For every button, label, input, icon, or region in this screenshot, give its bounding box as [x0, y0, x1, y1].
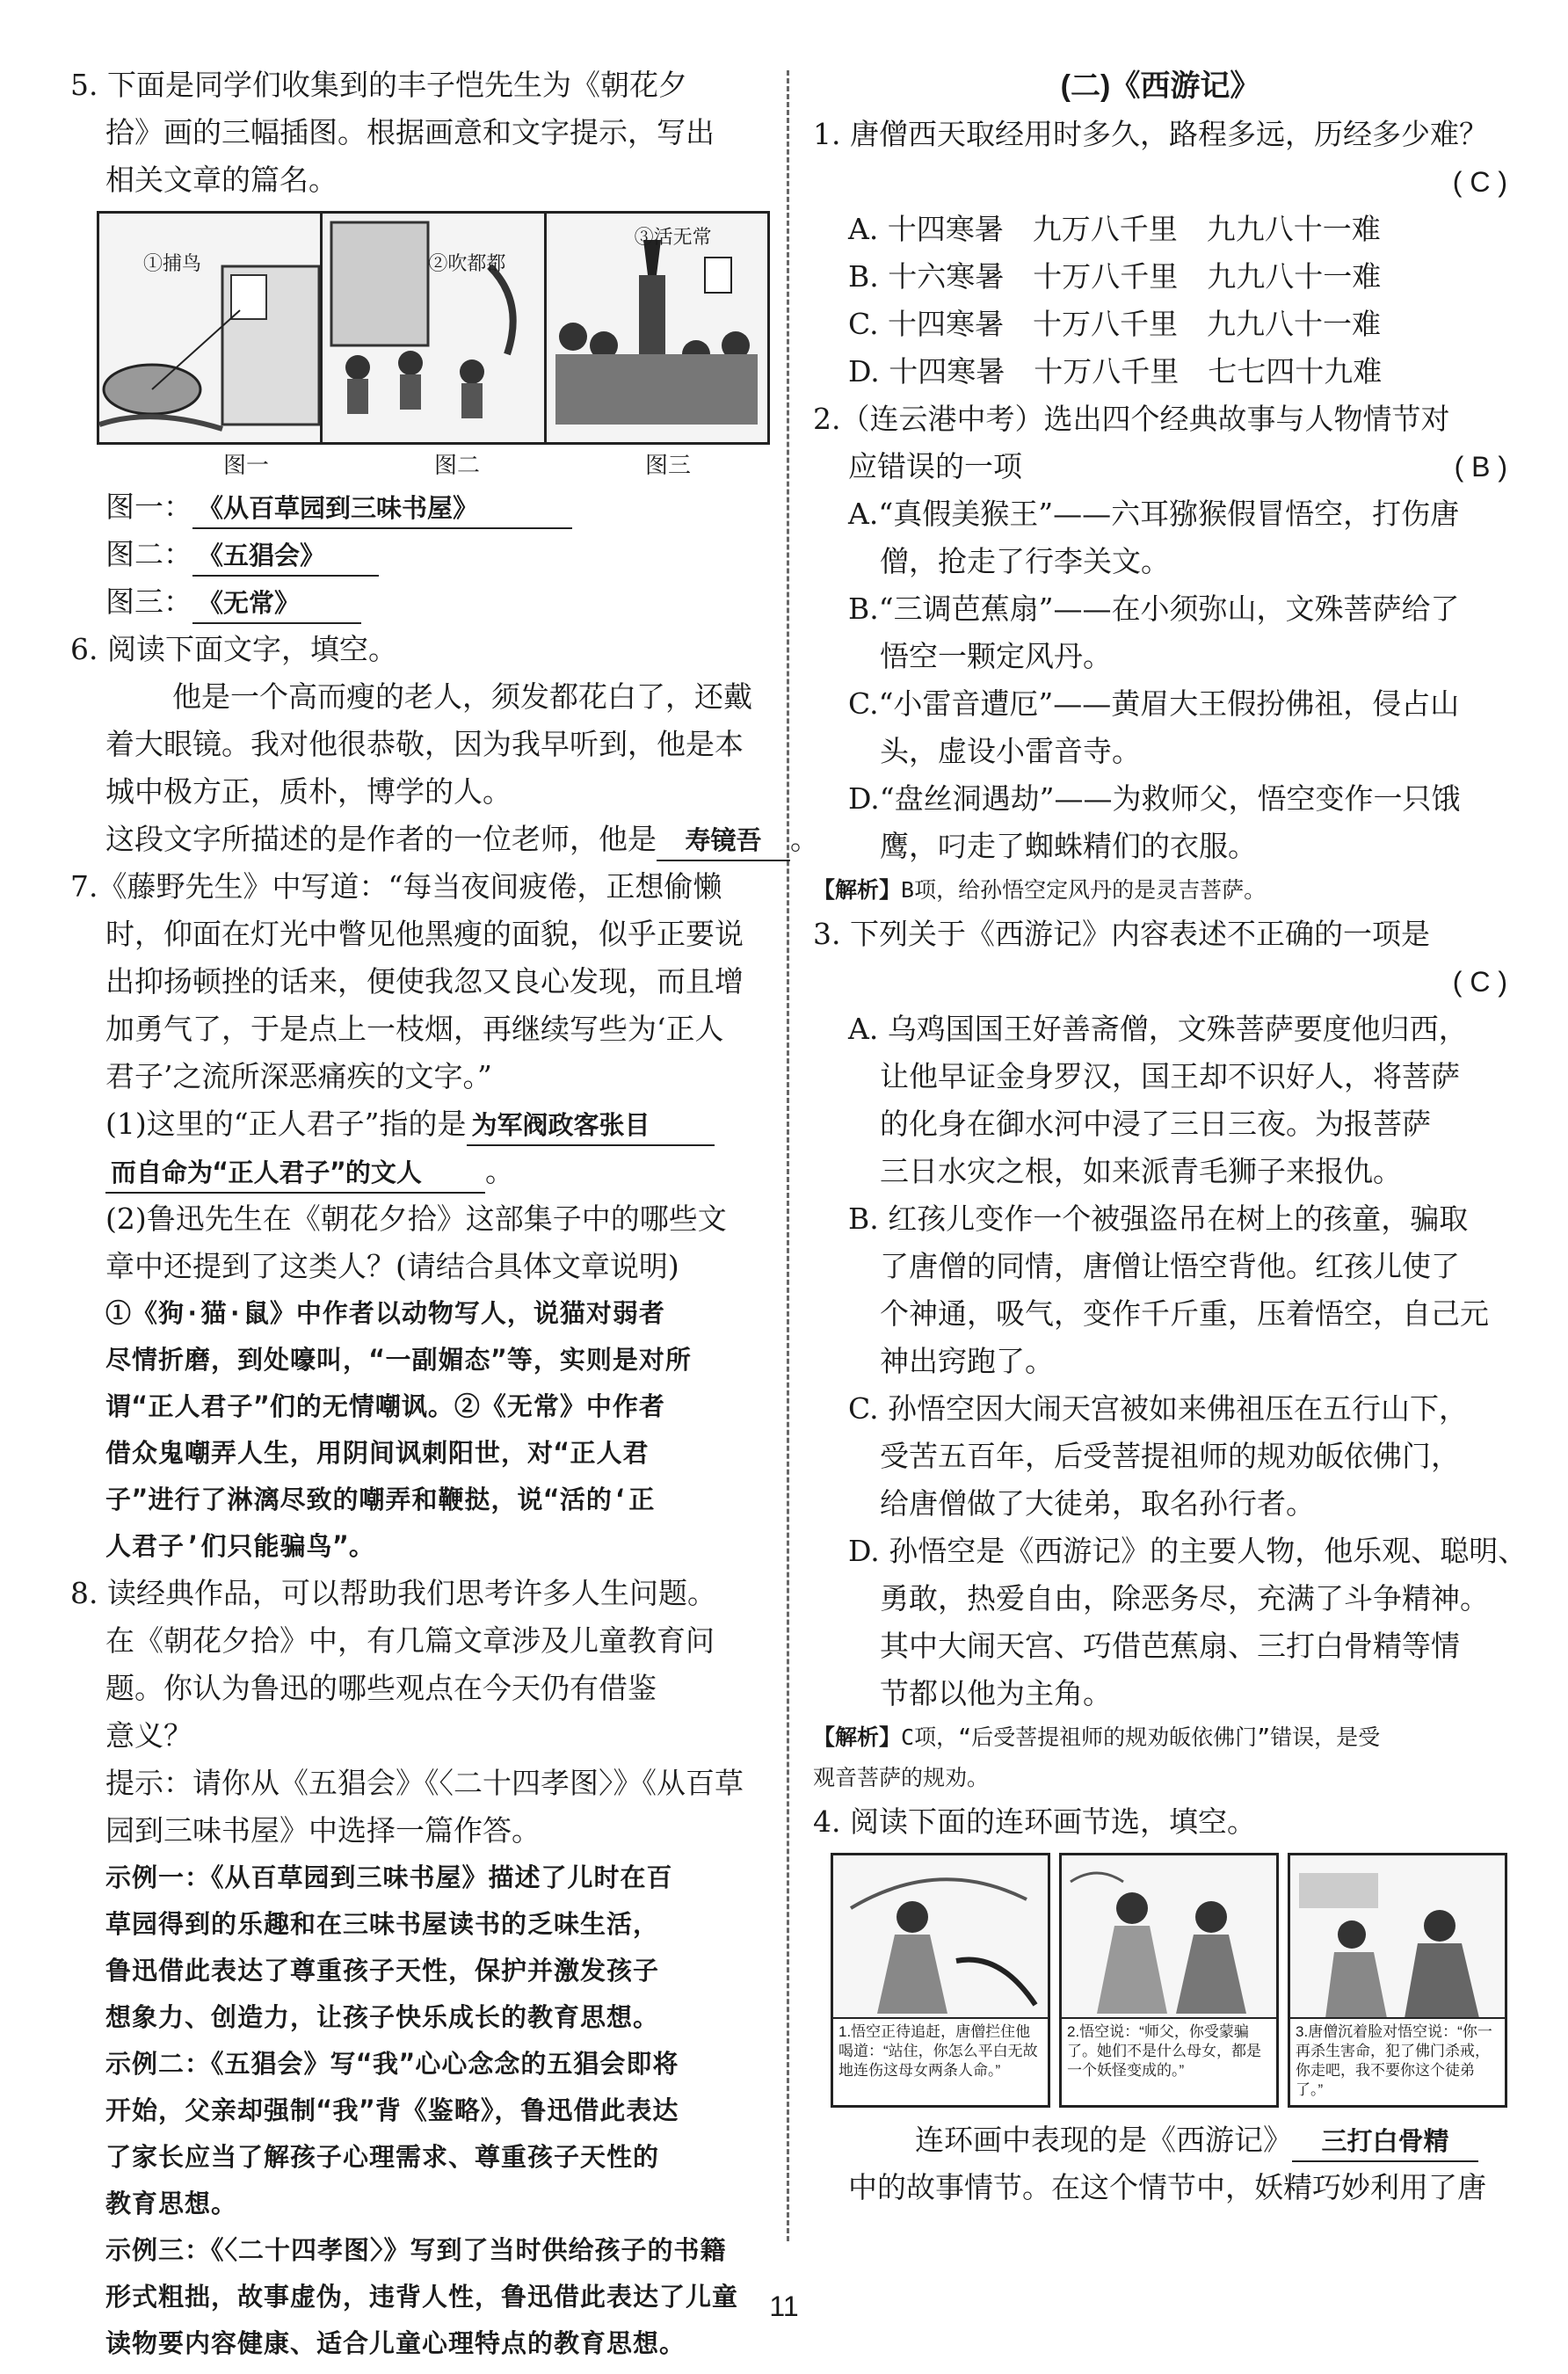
q7-sub2: 章中还提到了这类人？(请结合具体文章说明) [105, 1249, 679, 1283]
panel-label: ②吹都都 [428, 253, 506, 275]
q5-line: 5. 下面是同学们收集到的丰子恺先生为《朝花夕 [70, 68, 687, 102]
q7-sub1-fill: 而自命为“正人君子”的文人 [105, 1153, 485, 1194]
question-6 [70, 626, 819, 863]
question-8 [70, 1570, 765, 2367]
option-cont: 神出窍跑了。 [880, 1344, 1054, 1378]
option: B. 十六寒暑 十万八千里 九九八十一难 [848, 259, 1382, 294]
q3-answer-row [813, 958, 1507, 1006]
q6-quote: 着大眼镜。我对他很恭敬，因为我早听到，他是本 [105, 727, 744, 761]
comic-caption: 1.悟空正待追赶，唐僧拦住他喝道：“站住，你怎么平白无故地连伤这母女两条人命。” [833, 2017, 1048, 2105]
question-4 [813, 1798, 1507, 2211]
q8-line: 意义？ [105, 1718, 192, 1753]
comic-strip [831, 1853, 1507, 2108]
q8-line: 园到三味书屋》中选择一篇作答。 [105, 1813, 541, 1848]
question-7 [70, 863, 765, 1570]
q6-head: 6. 阅读下面文字，填空。 [70, 632, 397, 666]
q7-sub1-fill: 为军阀政客张目 [467, 1106, 715, 1146]
q4-line: 中的故事情节。在这个情节中，妖精巧妙利用了唐 [848, 2170, 1486, 2204]
q7-answer: ①《狗·猫·鼠》中作者以动物写人，说猫对弱者 [105, 1298, 665, 1328]
figure-caption: 图三 [644, 453, 691, 479]
mc-question-1 [813, 111, 1507, 396]
option: A. 十四寒暑 九万八千里 九九八十一难 [848, 212, 1381, 246]
q7-answer: 谓“正人君子”们的无情嘲讽。②《无常》中作者 [105, 1391, 665, 1421]
option-cont: 三日水灾之根，如来派青毛狮子来报仇。 [880, 1154, 1402, 1188]
q4-fill-prefix: 连环画中表现的是《西游记》 [915, 2123, 1292, 2157]
q2-stem: 应错误的一项 [848, 449, 1022, 483]
comic-drawing-3 [1290, 1855, 1501, 2022]
column-divider [787, 70, 789, 2241]
option: C. 孙悟空因大闹天宫被如来佛祖压在五行山下， [848, 1391, 1469, 1426]
bird-trap-drawing [99, 214, 321, 437]
answer-label: 图二： [105, 537, 192, 571]
option: A.“真假美猴王”——六耳猕猴假冒悟空，打伤唐 [848, 497, 1460, 531]
comic-panel-1 [831, 1853, 1050, 2108]
option-cont: 的化身在御水河中浸了三日三夜。为报菩萨 [880, 1107, 1431, 1141]
option: D. 十四寒暑 十万八千里 七七四十九难 [848, 354, 1383, 388]
comic-drawing-2 [1062, 1855, 1273, 2022]
answer-row [70, 483, 765, 531]
q8-line: 8. 读经典作品，可以帮助我们思考许多人生问题。 [70, 1576, 716, 1610]
q8-answer: 想象力、创造力，让孩子快乐成长的教育思想。 [105, 2002, 660, 2032]
q7-answer: 人君子’们只能骗鸟”。 [105, 1531, 375, 1561]
panel-label: ①捕鸟 [143, 253, 202, 275]
q7-answer: 尽情折磨，到处嚎叫，“一副媚态”等，实则是对所 [105, 1345, 692, 1375]
option: B. 红孩儿变作一个被强盗吊在树上的孩童，骗取 [848, 1202, 1469, 1236]
q8-line: 题。你认为鲁迅的哪些观点在今天仍有借鉴 [105, 1671, 657, 1705]
answer-label: 图一： [105, 490, 192, 524]
right-column [813, 62, 1528, 2211]
option-cont: 鹰，叼走了蜘蛛精们的衣服。 [880, 829, 1257, 863]
q6-fill-row [70, 816, 819, 863]
illustration-2 [323, 214, 546, 442]
q7-line: 君子’之流所深恶痛疾的文字。” [105, 1059, 492, 1093]
q7-sub1-prefix: (1)这里的“正人君子”指的是 [105, 1107, 467, 1141]
q5-line: 相关文章的篇名。 [105, 163, 338, 197]
comic-drawing-1 [833, 1855, 1044, 2022]
option-cont: 了唐僧的同情，唐僧让悟空背他。红孩儿使了 [880, 1249, 1460, 1283]
analysis-tag: 【解析】 [813, 878, 902, 903]
q7-sub1-cont [70, 1148, 765, 1195]
q3-stem: 3. 下列关于《西游记》内容表述不正确的一项是 [813, 917, 1430, 951]
q8-line: 在《朝花夕拾》中，有几篇文章涉及儿童教育问 [105, 1623, 715, 1658]
option-cont: 受苦五百年，后受菩提祖师的规劝皈依佛门， [880, 1439, 1460, 1473]
q2-answer: ( B ) [1454, 451, 1507, 483]
q6-fill-suffix: 。 [790, 822, 819, 856]
option: D. 孙悟空是《西游记》的主要人物，他乐观、聪明、 [848, 1534, 1528, 1568]
page-number: 11 [769, 2291, 799, 2322]
q7-line: 时，仰面在灯光中瞥见他黑瘦的面貌，似乎正要说 [105, 917, 744, 951]
q7-answer: 借众鬼嘲弄人生，用阴间讽刺阳世，对“正人君 [105, 1438, 650, 1468]
q1-answer: ( C ) [1452, 166, 1507, 198]
answer-row [70, 531, 765, 578]
option-cont: 让他早证金身罗汉，国王却不识好人，将菩萨 [880, 1059, 1460, 1093]
answer-fill: 《无常》 [192, 584, 361, 624]
analysis-text: B项，给孙悟空定风丹的是灵吉菩萨。 [901, 877, 1267, 903]
answer-fill: 《从百草园到三味书屋》 [192, 489, 572, 529]
q7-sub1-suffix: 。 [485, 1154, 514, 1188]
q8-answer: 开始，父亲却强制“我”背《鉴略》，鲁迅借此表达 [105, 2095, 679, 2125]
illustration-3 [547, 214, 767, 442]
q8-answer: 鲁迅借此表达了尊重孩子天性，保护并激发孩子 [105, 1956, 660, 1986]
section-title: (二)《西游记》 [1060, 69, 1260, 103]
q2-stem-row [813, 443, 1507, 490]
analysis-text: C项，“后受菩提祖师的规劝皈依佛门”错误，是受 [901, 1724, 1381, 1750]
q8-answer: 教育思想。 [105, 2189, 238, 2218]
comic-caption: 2.悟空说：“师父，你受蒙骗了。她们不是什么母女，都是一个妖怪变成的。” [1062, 2017, 1276, 2105]
q8-answer: 形式粗拙，故事虚伪，违背人性，鲁迅借此表达了儿童 [105, 2282, 739, 2312]
children-drawing [323, 214, 544, 437]
q6-quote: 他是一个高而瘦的老人，须发都花白了，还戴 [172, 679, 752, 714]
comic-panel-2 [1059, 1853, 1279, 2108]
q7-sub1 [70, 1100, 765, 1148]
figure-caption: 图一 [222, 453, 269, 479]
illustration-1 [99, 214, 323, 442]
option: B.“三调芭蕉扇”——在小须弥山，文殊菩萨给了 [848, 592, 1460, 626]
q8-answer: 示例二：《五猖会》写“我”心心念念的五猖会即将 [105, 2049, 679, 2079]
q7-sub2: (2)鲁迅先生在《朝花夕拾》这部集子中的哪些文 [105, 1202, 727, 1236]
illustration-strip [97, 211, 770, 445]
question-5 [70, 62, 765, 626]
q7-line: 出抑扬顿挫的话来，便使我忽又良心发现，而且增 [105, 964, 744, 998]
mc-question-2 [813, 396, 1507, 911]
option: C.“小雷音遭厄”——黄眉大王假扮佛祖，侵占山 [848, 686, 1460, 721]
q2-analysis [813, 870, 1507, 911]
option-cont: 僧，抢走了行李关文。 [880, 544, 1170, 578]
comic-panel-3 [1288, 1853, 1507, 2108]
q4-stem: 4. 阅读下面的连环画节选，填空。 [813, 1804, 1256, 1839]
option: C. 十四寒暑 十万八千里 九九八十一难 [848, 307, 1382, 341]
comic-caption: 3.唐僧沉着脸对悟空说：“你一再杀生害命，犯了佛门杀戒，你走吧，我不要你这个徒弟了。” [1290, 2017, 1505, 2105]
answer-label: 图三： [105, 584, 192, 619]
option: D.“盘丝洞遇劫”——为救师父，悟空变作一只饿 [848, 781, 1461, 816]
q8-answer: 了家长应当了解孩子心理需求、尊重孩子天性的 [105, 2142, 660, 2172]
q6-quote: 城中极方正，质朴，博学的人。 [105, 774, 512, 809]
q1-stem: 1. 唐僧西天取经用时多久，路程多远，历经多少难？ [813, 117, 1488, 151]
mc-question-3 [813, 911, 1528, 1798]
q7-line: 加勇气了，于是点上一枝烟，再继续写些为‘正人 [105, 1012, 724, 1046]
answer-fill: 《五猖会》 [192, 536, 379, 577]
q6-fill: 寿镜吾 [657, 821, 790, 861]
q1-answer-row [813, 158, 1507, 206]
q4-fill-row [813, 2116, 1507, 2164]
option-cont: 其中大闹天宫、巧借芭蕉扇、三打白骨精等情 [880, 1629, 1460, 1663]
q5-line: 拾》画的三幅插图。根据画意和文字提示，写出 [105, 115, 715, 149]
option: A. 乌鸡国国王好善斋僧，文殊菩萨要度他归西， [848, 1012, 1468, 1046]
q8-answer: 草园得到的乐趣和在三味书屋读书的乏味生活， [105, 1909, 660, 1939]
q6-fill-prefix: 这段文字所描述的是作者的一位老师，他是 [105, 822, 657, 856]
answer-row [70, 578, 765, 626]
q4-fill: 三打白骨精 [1292, 2122, 1478, 2162]
q8-answer: 读物要内容健康、适合儿童心理特点的教育思想。 [105, 2328, 686, 2358]
q3-analysis-cont: 观音菩萨的规劝。 [813, 1765, 990, 1790]
q3-answer: ( C ) [1452, 966, 1507, 998]
q8-answer: 示例一：《从百草园到三味书屋》描述了儿时在百 [105, 1862, 673, 1892]
q3-analysis [813, 1717, 1507, 1758]
q7-line: 7.《藤野先生》中写道：“每当夜间疲倦，正想偷懒 [70, 869, 722, 904]
option-cont: 给唐僧做了大徒弟，取名孙行者。 [880, 1486, 1315, 1521]
q2-stem: 2.（连云港中考）选出四个经典故事与人物情节对 [813, 402, 1450, 436]
option-cont: 个神通，吸气，变作千斤重，压着悟空，自己元 [880, 1296, 1489, 1331]
q8-answer: 示例三：《〈二十四孝图〉》写到了当时供给孩子的书籍 [105, 2235, 727, 2265]
panel-label: ③活无常 [634, 227, 712, 249]
option-cont: 头，虚设小雷音寺。 [880, 734, 1141, 768]
analysis-tag: 【解析】 [813, 1725, 902, 1750]
figure-captions [141, 448, 773, 483]
q8-line: 提示：请你从《五猖会》《〈二十四孝图〉》《从百草 [105, 1766, 744, 1800]
option-cont: 悟空一颗定风丹。 [880, 639, 1112, 673]
q7-answer: 子”进行了淋漓尽致的嘲弄和鞭挞，说“活的‘正 [105, 1485, 656, 1514]
option-cont: 勇敢，热爱自由，除恶务尽，充满了斗争精神。 [880, 1581, 1489, 1615]
figure-caption: 图二 [433, 453, 480, 479]
option-cont: 节都以他为主角。 [880, 1676, 1112, 1710]
